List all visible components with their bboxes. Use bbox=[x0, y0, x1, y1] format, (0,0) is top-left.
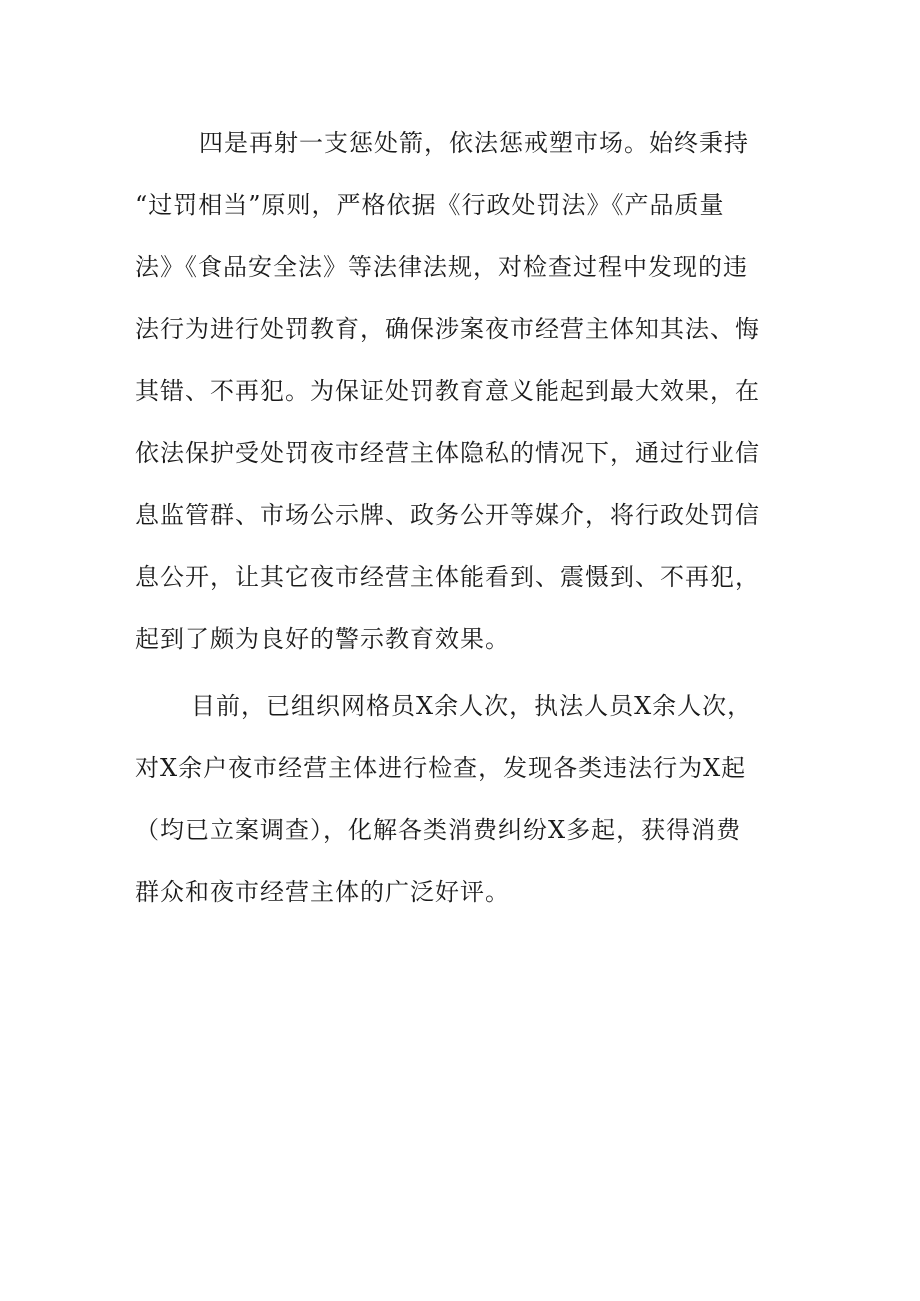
paragraph-line: 息监管群、市场公示牌、政务公开等媒介，将行政处罚信 bbox=[135, 501, 760, 529]
paragraph-line: 法行为进行处罚教育，确保涉案夜市经营主体知其法、悔 bbox=[135, 315, 760, 343]
paragraph-line: 其错、不再犯。为保证处罚教育意义能起到最大效果，在 bbox=[135, 377, 760, 405]
paragraph-line: （均已立案调查），化解各类消费纠纷X多起，获得消费 bbox=[135, 816, 742, 844]
paragraph-line: 起到了颇为良好的警示教育效果。 bbox=[135, 625, 510, 653]
paragraph-line: 息公开，让其它夜市经营主体能看到、震慑到、不再犯， bbox=[135, 563, 760, 591]
paragraph-line: “过罚相当”原则，严格依据《行政处罚法》《产品质量 bbox=[135, 191, 725, 219]
paragraph-line: 对X余户夜市经营主体进行检查，发现各类违法行为X起 bbox=[135, 754, 747, 782]
paragraph-line: 法》《食品安全法》等法律法规，对检查过程中发现的违 bbox=[135, 253, 748, 281]
paragraph-line: 依法保护受处罚夜市经营主体隐私的情况下，通过行业信 bbox=[135, 439, 760, 467]
paragraph-line: 目前，已组织网格员X余人次，执法人员X余人次， bbox=[191, 692, 753, 720]
paragraph-line: 四是再射一支惩处箭，依法惩戒塑市场。始终秉持 bbox=[199, 129, 749, 157]
paragraph-line: 群众和夜市经营主体的广泛好评。 bbox=[135, 878, 510, 906]
